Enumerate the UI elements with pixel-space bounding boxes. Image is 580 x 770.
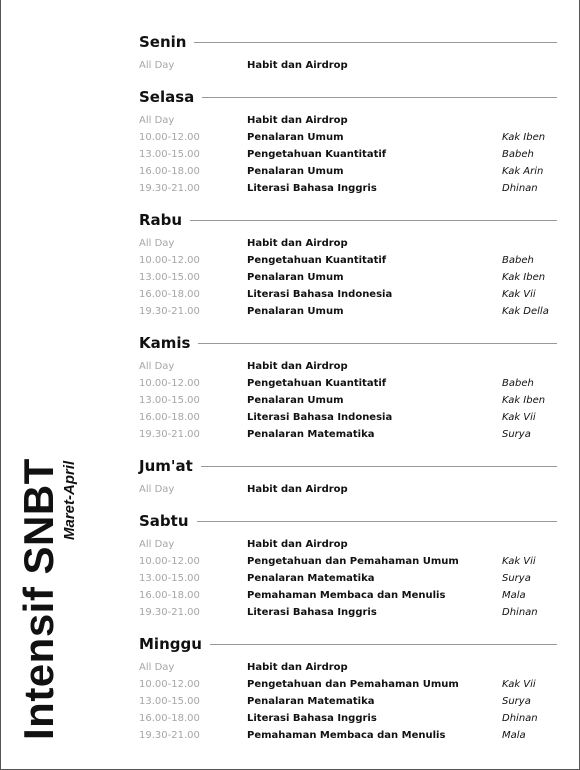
session-subject: Pengetahuan dan Pemahaman Umum xyxy=(247,556,459,567)
session-row xyxy=(139,235,557,252)
session-subject: Penalaran Matematika xyxy=(247,429,375,440)
day-name: Sabtu xyxy=(139,512,189,530)
session-list xyxy=(139,536,557,621)
session-row xyxy=(139,303,557,320)
session-time: All Day xyxy=(139,238,175,249)
session-tutor: Babeh xyxy=(502,255,534,266)
session-time: 13.00-15.00 xyxy=(139,696,200,707)
day-name: Jum'at xyxy=(139,457,193,475)
session-time: All Day xyxy=(139,539,175,550)
session-row xyxy=(139,426,557,443)
session-time: All Day xyxy=(139,115,175,126)
session-row xyxy=(139,536,557,553)
session-tutor: Mala xyxy=(502,730,526,741)
day-divider xyxy=(202,97,557,98)
session-row xyxy=(139,146,557,163)
session-row xyxy=(139,587,557,604)
day-divider xyxy=(210,644,557,645)
session-tutor: Kak Vii xyxy=(502,556,536,567)
session-tutor: Babeh xyxy=(502,149,534,160)
session-tutor: Dhinan xyxy=(502,183,538,194)
session-row xyxy=(139,659,557,676)
session-tutor: Dhinan xyxy=(502,607,538,618)
session-subject: Penalaran Umum xyxy=(247,166,344,177)
session-list xyxy=(139,57,557,74)
session-row xyxy=(139,358,557,375)
session-row xyxy=(139,163,557,180)
session-row xyxy=(139,375,557,392)
session-subject: Penalaran Umum xyxy=(247,132,344,143)
session-row xyxy=(139,180,557,197)
session-list xyxy=(139,481,557,498)
session-tutor: Kak Vii xyxy=(502,679,536,690)
session-time: 19.30-21.00 xyxy=(139,730,200,741)
session-tutor: Babeh xyxy=(502,378,534,389)
session-tutor: Mala xyxy=(502,590,526,601)
session-row xyxy=(139,129,557,146)
day-divider xyxy=(197,521,557,522)
day-section xyxy=(139,509,557,621)
session-time: All Day xyxy=(139,662,175,673)
session-row xyxy=(139,57,557,74)
session-tutor: Surya xyxy=(502,573,531,584)
session-row xyxy=(139,570,557,587)
day-header xyxy=(139,454,557,478)
day-header xyxy=(139,509,557,533)
day-divider xyxy=(190,220,557,221)
session-subject: Literasi Bahasa Indonesia xyxy=(247,412,393,423)
session-row xyxy=(139,269,557,286)
day-section xyxy=(139,30,557,74)
session-subject: Habit dan Airdrop xyxy=(247,539,348,550)
session-time: 19.30-21.00 xyxy=(139,607,200,618)
day-name: Minggu xyxy=(139,635,202,653)
session-time: All Day xyxy=(139,60,175,71)
session-subject: Literasi Bahasa Inggris xyxy=(247,607,377,618)
session-time: All Day xyxy=(139,361,175,372)
session-tutor: Kak Iben xyxy=(502,395,546,406)
session-time: 13.00-15.00 xyxy=(139,573,200,584)
session-subject: Penalaran Umum xyxy=(247,306,344,317)
session-time: 16.00-18.00 xyxy=(139,412,200,423)
day-section xyxy=(139,331,557,443)
session-tutor: Kak Vii xyxy=(502,289,536,300)
session-time: 16.00-18.00 xyxy=(139,590,200,601)
day-header xyxy=(139,331,557,355)
session-subject: Literasi Bahasa Inggris xyxy=(247,713,377,724)
session-time: 13.00-15.00 xyxy=(139,272,200,283)
session-time: 13.00-15.00 xyxy=(139,149,200,160)
session-subject: Pengetahuan Kuantitatif xyxy=(247,255,387,266)
session-subject: Habit dan Airdrop xyxy=(247,115,348,126)
session-row xyxy=(139,392,557,409)
session-row xyxy=(139,112,557,129)
session-tutor: Dhinan xyxy=(502,713,538,724)
session-row xyxy=(139,727,557,744)
session-subject: Pengetahuan Kuantitatif xyxy=(247,149,387,160)
session-time: 13.00-15.00 xyxy=(139,395,200,406)
day-header xyxy=(139,30,557,54)
session-row xyxy=(139,481,557,498)
day-header xyxy=(139,632,557,656)
day-header xyxy=(139,208,557,232)
session-time: 16.00-18.00 xyxy=(139,166,200,177)
session-time: 10.00-12.00 xyxy=(139,679,200,690)
session-list xyxy=(139,112,557,197)
session-list xyxy=(139,235,557,320)
session-row xyxy=(139,286,557,303)
session-subject: Habit dan Airdrop xyxy=(247,361,348,372)
session-time: 19.30-21.00 xyxy=(139,429,200,440)
session-subject: Literasi Bahasa Inggris xyxy=(247,183,377,194)
session-subject: Habit dan Airdrop xyxy=(247,484,348,495)
session-time: 10.00-12.00 xyxy=(139,132,200,143)
session-tutor: Kak Arin xyxy=(502,166,544,177)
session-subject: Literasi Bahasa Indonesia xyxy=(247,289,393,300)
session-tutor: Kak Iben xyxy=(502,272,546,283)
side-title xyxy=(15,458,78,740)
session-time: 10.00-12.00 xyxy=(139,556,200,567)
session-row xyxy=(139,252,557,269)
session-time: All Day xyxy=(139,484,175,495)
session-row xyxy=(139,676,557,693)
session-subject: Pengetahuan Kuantitatif xyxy=(247,378,387,389)
day-section xyxy=(139,454,557,498)
session-time: 16.00-18.00 xyxy=(139,289,200,300)
page-subtitle: Maret-April xyxy=(61,460,78,540)
day-section xyxy=(139,85,557,197)
session-subject: Pemahaman Membaca dan Menulis xyxy=(247,730,446,741)
page-title: Intensif SNBT xyxy=(15,458,62,740)
session-time: 10.00-12.00 xyxy=(139,378,200,389)
session-row xyxy=(139,409,557,426)
session-subject: Penalaran Matematika xyxy=(247,573,375,584)
session-tutor: Surya xyxy=(502,696,531,707)
day-divider xyxy=(194,42,557,43)
session-subject: Habit dan Airdrop xyxy=(247,662,348,673)
session-row xyxy=(139,604,557,621)
weekly-schedule xyxy=(139,30,557,755)
session-subject: Pemahaman Membaca dan Menulis xyxy=(247,590,446,601)
session-row xyxy=(139,710,557,727)
session-row xyxy=(139,693,557,710)
session-list xyxy=(139,659,557,744)
day-name: Rabu xyxy=(139,211,183,229)
day-section xyxy=(139,208,557,320)
session-subject: Penalaran Umum xyxy=(247,395,344,406)
day-header xyxy=(139,85,557,109)
session-tutor: Surya xyxy=(502,429,531,440)
day-divider xyxy=(201,466,557,467)
session-row xyxy=(139,553,557,570)
session-list xyxy=(139,358,557,443)
day-name: Selasa xyxy=(139,88,195,106)
session-tutor: Kak Iben xyxy=(502,132,546,143)
day-name: Senin xyxy=(139,33,187,51)
session-time: 19.30-21.00 xyxy=(139,306,200,317)
day-section xyxy=(139,632,557,744)
session-subject: Habit dan Airdrop xyxy=(247,60,348,71)
session-subject: Penalaran Matematika xyxy=(247,696,375,707)
session-time: 19.30-21.00 xyxy=(139,183,200,194)
session-time: 16.00-18.00 xyxy=(139,713,200,724)
day-divider xyxy=(198,343,557,344)
day-name: Kamis xyxy=(139,334,191,352)
session-subject: Habit dan Airdrop xyxy=(247,238,348,249)
session-subject: Pengetahuan dan Pemahaman Umum xyxy=(247,679,459,690)
session-subject: Penalaran Umum xyxy=(247,272,344,283)
session-time: 10.00-12.00 xyxy=(139,255,200,266)
session-tutor: Kak Vii xyxy=(502,412,536,423)
session-tutor: Kak Della xyxy=(502,306,549,317)
